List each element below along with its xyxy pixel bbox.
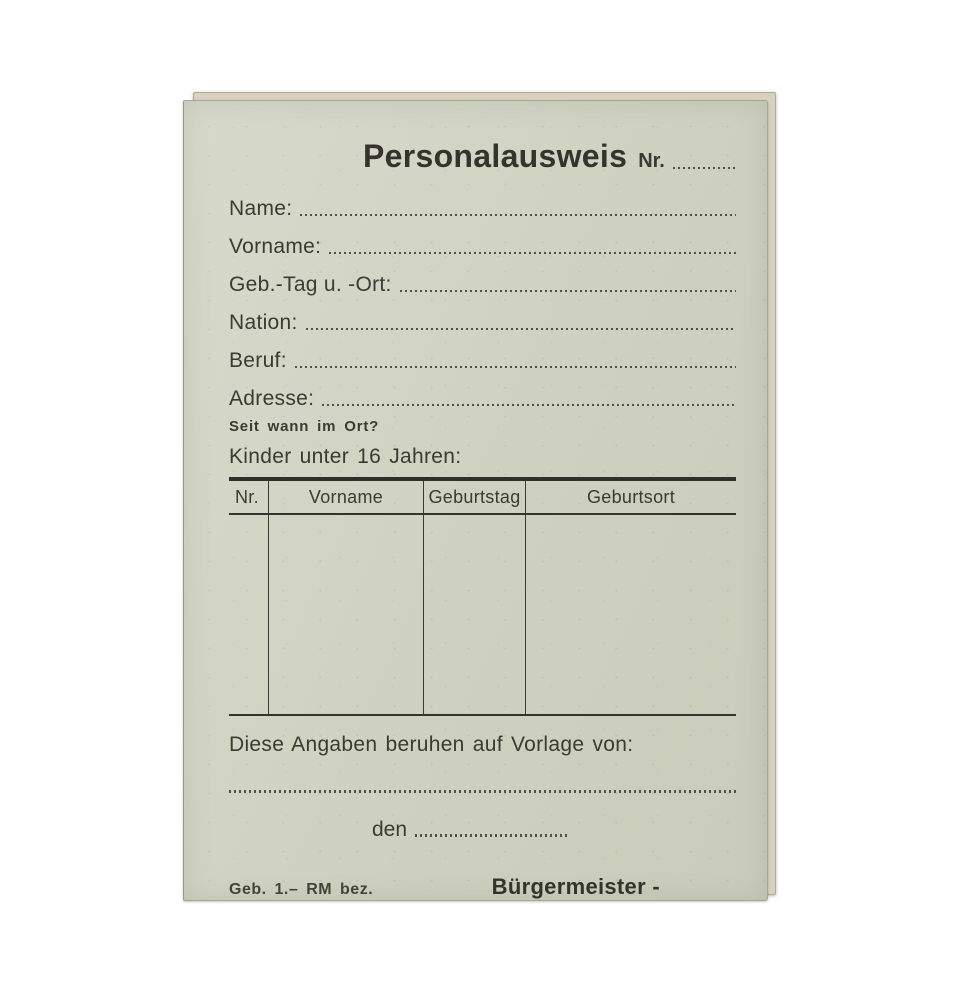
statement-text: Diese Angaben beruhen auf Vorlage von: <box>229 733 634 756</box>
title-row <box>229 138 736 175</box>
number-label: Nr. <box>638 150 665 172</box>
nation-dotted-line <box>306 328 736 331</box>
fee-note: Geb. 1.– RM bez. <box>229 880 374 898</box>
statement-line-row <box>229 790 736 798</box>
children-table-header <box>229 481 736 515</box>
geburtstag-ort-dotted-line <box>400 290 736 293</box>
field-row-nation <box>229 297 736 335</box>
field-row-vorname <box>229 221 736 259</box>
adresse-dotted-line <box>322 404 736 407</box>
date-label: den <box>372 817 408 841</box>
document-title: Personalausweis <box>363 138 628 174</box>
adresse-label: Adresse: <box>229 387 315 410</box>
since-when-question: Seit wann im Ort? <box>229 418 380 435</box>
children-table-empty-row <box>229 515 736 714</box>
mayor-signature-title: Bürgermeister - <box>491 873 660 899</box>
name-label: Name: <box>229 197 293 220</box>
personalausweis-form <box>183 100 768 901</box>
geburtstag-ort-label: Geb.-Tag u. -Ort: <box>229 273 392 296</box>
number-dotted-line <box>673 167 736 170</box>
column-header-vorname: Vorname <box>268 481 423 515</box>
date-row <box>229 816 736 842</box>
field-row-beruf <box>229 335 736 373</box>
table-cell-geburtsort <box>525 515 736 714</box>
column-header-nr: Nr. <box>229 481 268 515</box>
field-row-geburtstag-ort <box>229 259 736 297</box>
footer-row <box>229 874 736 900</box>
column-header-geburtsort: Geburtsort <box>525 481 736 515</box>
table-cell-geburtstag <box>423 515 525 714</box>
field-row-name <box>229 183 736 221</box>
field-list <box>229 183 736 411</box>
date-dotted-line <box>415 834 568 837</box>
field-row-adresse <box>229 373 736 411</box>
beruf-dotted-line <box>295 366 736 369</box>
beruf-label: Beruf: <box>229 349 287 372</box>
children-section-heading: Kinder unter 16 Jahren: <box>229 445 462 468</box>
children-table <box>229 477 736 716</box>
name-dotted-line <box>300 214 736 217</box>
column-header-geburtstag: Geburtstag <box>423 481 525 515</box>
nation-label: Nation: <box>229 311 298 334</box>
statement-dotted-line <box>229 790 736 793</box>
table-cell-nr <box>229 515 268 714</box>
vorname-dotted-line <box>329 252 736 255</box>
vorname-label: Vorname: <box>229 235 322 258</box>
table-cell-vorname <box>268 515 423 714</box>
